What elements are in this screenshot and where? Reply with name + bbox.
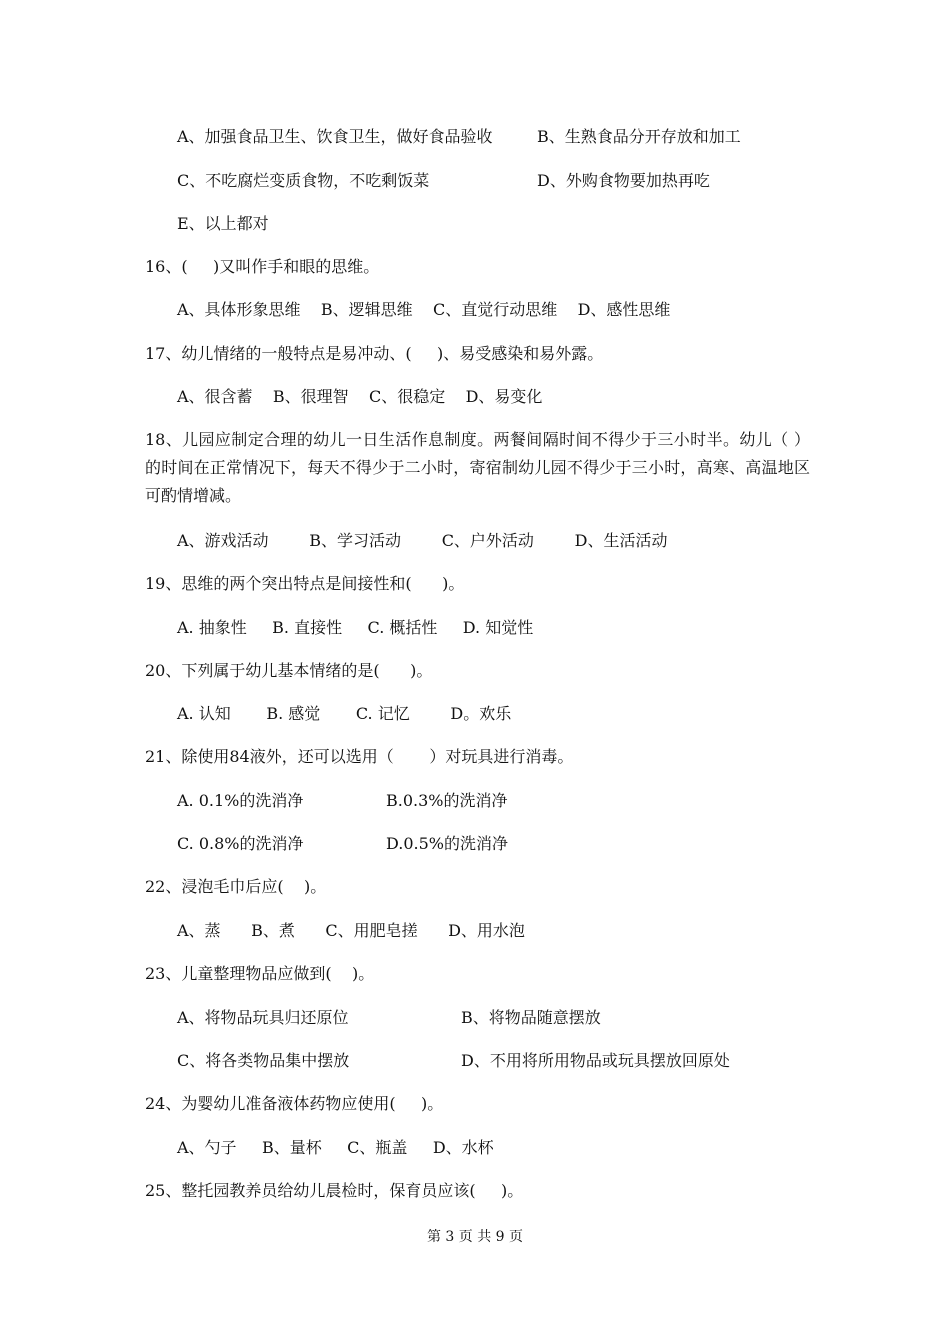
q19-question: 19、思维的两个突出特点是间接性和( )。 [145, 574, 465, 593]
q21-option-c: C. 0.8%的洗消净 [177, 834, 304, 853]
q24-options: A、勺子 B、量杯 C、瓶盖 D、水杯 [177, 1138, 494, 1157]
q17-question: 17、幼儿情绪的一般特点是易冲动、( )、易受感染和易外露。 [145, 344, 604, 363]
q23-question: 23、儿童整理物品应做到( )。 [145, 964, 375, 983]
q20-options: A. 认知 B. 感觉 C. 记忆 D。欢乐 [177, 704, 512, 723]
q22-question: 22、浸泡毛巾后应( )。 [145, 877, 327, 896]
q23-option-b: B、将物品随意摆放 [461, 1008, 601, 1027]
q21-question: 21、除使用84液外，还可以选用（ ）对玩具进行消毒。 [145, 747, 574, 766]
q20-question: 20、下列属于幼儿基本情绪的是( )。 [145, 661, 433, 680]
q15-option-e: E、以上都对 [177, 214, 269, 233]
q15-option-c: C、不吃腐烂变质食物，不吃剩饭菜 [177, 171, 430, 190]
q16-question: 16、( )又叫作手和眼的思维。 [145, 257, 380, 276]
q18-options: A、游戏活动 B、学习活动 C、户外活动 D、生活活动 [177, 531, 668, 550]
q18-question: 18、儿园应制定合理的幼儿一日生活作息制度。两餐间隔时间不得少于三小时半。幼儿（ ）的时间在正常情况下，每天不得少于二小时，寄宿制幼儿园不得少于三小时，高寒、高温地区可酌情增减。 [145, 430, 810, 505]
q21-option-d: D.0.5%的洗消净 [386, 834, 508, 853]
q23-option-d: D、不用将所用物品或玩具摆放回原处 [461, 1051, 730, 1070]
q19-options: A. 抽象性 B. 直接性 C. 概括性 D. 知觉性 [177, 618, 534, 637]
q17-options: A、很含蓄 B、很理智 C、很稳定 D、易变化 [177, 387, 543, 406]
page-footer: 第 3 页 共 9 页 [426, 1229, 524, 1245]
q23-option-a: A、将物品玩具归还原位 [177, 1008, 349, 1027]
q23-option-c: C、将各类物品集中摆放 [177, 1051, 350, 1070]
q22-options: A、蒸 B、煮 C、用肥皂搓 D、用水泡 [177, 921, 525, 940]
q15-option-d: D、外购食物要加热再吃 [537, 171, 710, 190]
q16-options: A、具体形象思维 B、逻辑思维 C、直觉行动思维 D、感性思维 [177, 300, 671, 319]
q15-option-b: B、生熟食品分开存放和加工 [537, 127, 741, 146]
q15-option-a: A、加强食品卫生、饮食卫生，做好食品验收 [177, 127, 493, 146]
q21-option-a: A. 0.1%的洗消净 [177, 791, 304, 810]
q24-question: 24、为婴幼儿准备液体药物应使用( )。 [145, 1094, 444, 1113]
q21-option-b: B.0.3%的洗消净 [386, 791, 508, 810]
q25-question: 25、整托园教养员给幼儿晨检时，保育员应该( )。 [145, 1181, 524, 1200]
